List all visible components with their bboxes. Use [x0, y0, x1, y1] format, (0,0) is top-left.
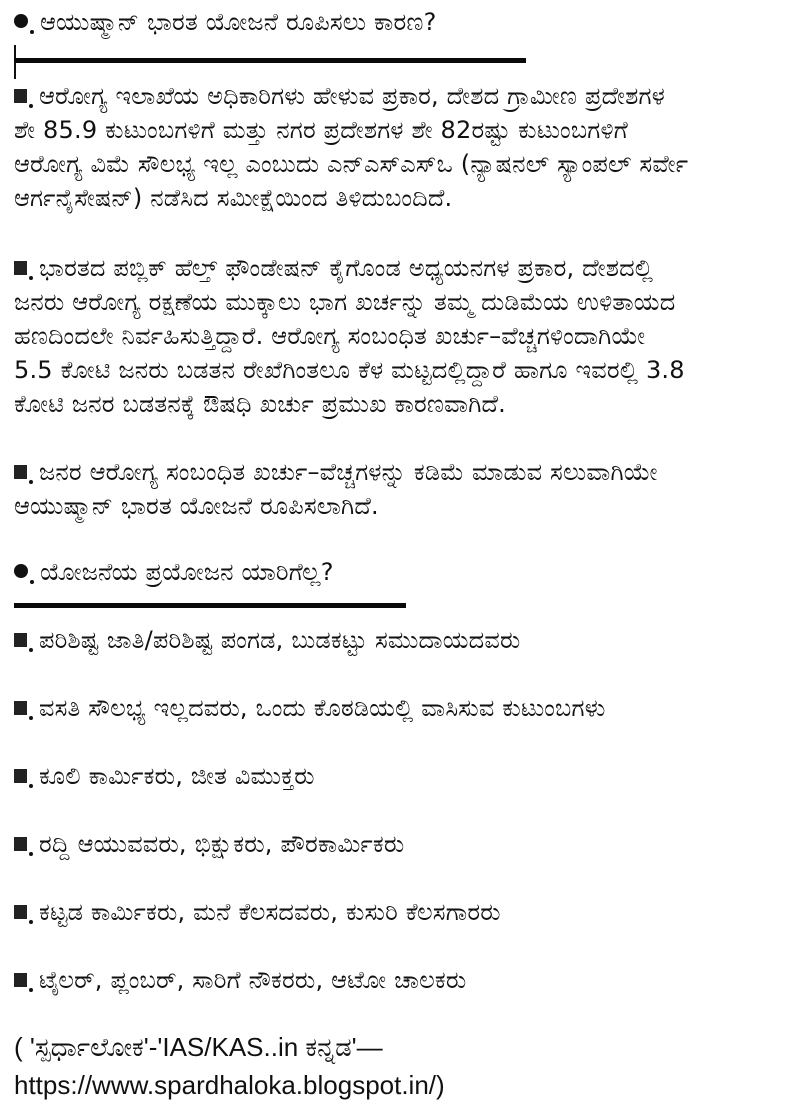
heading-underline [14, 58, 526, 63]
square-bullet-icon [14, 837, 27, 851]
dot-icon [30, 580, 34, 584]
dot-icon [29, 716, 33, 720]
paragraph-line: ಆರ್ಗನೈಸೇಷನ್) ನಡೆಸಿದ ಸಮೀಕ್ಷೆಯಿಂದ ತಿಳಿದುಬಂದಿದೆ. [14, 184, 453, 212]
list-item: ಟೈಲರ್, ಪ್ಲಂಬರ್, ಸಾರಿಗೆ ನೌಕರರು, ಆಟೋ ಚಾಲಕರು [14, 964, 466, 997]
dot-icon [29, 648, 33, 652]
square-bullet-icon [14, 633, 27, 647]
square-bullet-icon [14, 701, 27, 715]
paragraph-line: ಜನರ ಆರೋಗ್ಯ ಸಂಬಂಧಿತ ಖರ್ಚು–ವೆಚ್ಚಗಳನ್ನು ಕಡಿಮೆ ಮಾಡುವ ಸಲುವಾಗಿಯೇ [14, 456, 658, 489]
dot-icon [29, 920, 33, 924]
list-item: ಪರಿಶಿಷ್ಟ ಜಾತಿ/ಪರಿಶಿಷ್ಟ ಪಂಗಡ, ಬುಡಕಟ್ಟು ಸಮುದಾಯದವರು [14, 624, 520, 657]
dot-icon [29, 104, 33, 108]
square-bullet-icon [14, 465, 27, 479]
round-bullet-icon [14, 14, 28, 28]
source-credit: ( 'ಸ್ಪರ್ಧಾಲೋಕ'-'IAS/KAS..in ಕನ್ನಡ'— [14, 1032, 383, 1062]
paragraph-line: ಜನರು ಆರೋಗ್ಯ ರಕ್ಷಣೆಯ ಮುಕ್ಕಾಲು ಭಾಗ ಖರ್ಚನ್ನು ತಮ್ಮ ದುಡಿಮೆಯ ಉಳಿತಾಯದ [14, 288, 676, 316]
dot-icon [29, 480, 33, 484]
square-bullet-icon [14, 769, 27, 783]
list-item: ಕೂಲಿ ಕಾರ್ಮಿಕರು, ಜೀತ ವಿಮುಕ್ತರು [14, 760, 315, 793]
paragraph-line: ಶೇ 85.9 ಕುಟುಂಬಗಳಿಗೆ ಮತ್ತು ನಗರ ಪ್ರದೇಶಗಳ ಶೇ 82ರಷ್ಟು ಕುಟುಂಬಗಳಿಗೆ [14, 116, 628, 144]
square-bullet-icon [14, 905, 27, 919]
section-heading-beneficiaries: ಯೋಜನೆಯ ಪ್ರಯೋಜನ ಯಾರಿಗೆಲ್ಲ? [14, 556, 334, 589]
section-heading-reason: ಆಯುಷ್ಮಾನ್ ಭಾರತ ಯೋಜನೆ ರೂಪಿಸಲು ಕಾರಣ? [14, 6, 437, 39]
square-bullet-icon [14, 261, 27, 275]
paragraph-line: ಆಯುಷ್ಮಾನ್ ಭಾರತ ಯೋಜನೆ ರೂಪಿಸಲಾಗಿದೆ. [14, 492, 379, 520]
dot-icon [29, 276, 33, 280]
paragraph-line: ಆರೋಗ್ಯ ವಿಮೆ ಸೌಲಭ್ಯ ಇಲ್ಲ ಎಂಬುದು ಎನ್‌ಎಸ್‌ಎಸ್‌ಒ (ನ್ಯಾಷನಲ್ ಸ್ಯಾಂಪಲ್ ಸರ್ವೇ [14, 150, 689, 178]
square-bullet-icon [14, 973, 27, 987]
paragraph-line: ಆರೋಗ್ಯ ಇಲಾಖೆಯ ಅಧಿಕಾರಿಗಳು ಹೇಳುವ ಪ್ರಕಾರ, ದೇಶದ ಗ್ರಾಮೀಣ ಪ್ರದೇಶಗಳ [14, 80, 665, 113]
list-item: ರದ್ದಿ ಆಯುವವರು, ಭಿಕ್ಷುಕರು, ಪೌರಕಾರ್ಮಿಕರು [14, 828, 404, 861]
dot-icon [29, 988, 33, 992]
paragraph-line: ಕೋಟಿ ಜನರ ಬಡತನಕ್ಕೆ ಔಷಧಿ ಖರ್ಚು ಪ್ರಮುಖ ಕಾರಣವಾಗಿದೆ. [14, 390, 507, 418]
dot-icon [29, 852, 33, 856]
dot-icon [30, 30, 34, 34]
dot-icon [29, 784, 33, 788]
heading-underline [14, 603, 406, 608]
paragraph-line: ಹಣದಿಂದಲೇ ನಿರ್ವಹಿಸುತ್ತಿದ್ದಾರೆ. ಆರೋಗ್ಯ ಸಂಬಂಧಿತ ಖರ್ಚು–ವೆಚ್ಚಗಳಿಂದಾಗಿಯೇ [14, 322, 646, 350]
paragraph-line: ಭಾರತದ ಪಬ್ಲಿಕ್ ಹೆಲ್ತ್ ಫೌಂಡೇಷನ್ ಕೈಗೊಂಡ ಅಧ್ಯಯನಗಳ ಪ್ರಕಾರ, ದೇಶದಲ್ಲಿ [14, 252, 653, 285]
source-url: https://www.spardhaloka.blogspot.in/) [14, 1070, 445, 1100]
round-bullet-icon [14, 564, 28, 578]
paragraph-line: 5.5 ಕೋಟಿ ಜನರು ಬಡತನ ರೇಖೆಗಿಂತಲೂ ಕೆಳ ಮಟ್ಟದಲ್ಲಿದ್ದಾರೆ ಹಾಗೂ ಇವರಲ್ಲಿ 3.8 [14, 356, 685, 384]
list-item: ಕಟ್ಟಡ ಕಾರ್ಮಿಕರು, ಮನೆ ಕೆಲಸದವರು, ಕುಸುರಿ ಕೆಲಸಗಾರರು [14, 896, 501, 929]
square-bullet-icon [14, 89, 27, 103]
list-item: ವಸತಿ ಸೌಲಭ್ಯ ಇಲ್ಲದವರು, ಒಂದು ಕೊಠಡಿಯಲ್ಲಿ ವಾಸಿಸುವ ಕುಟುಂಬಗಳು [14, 692, 606, 725]
